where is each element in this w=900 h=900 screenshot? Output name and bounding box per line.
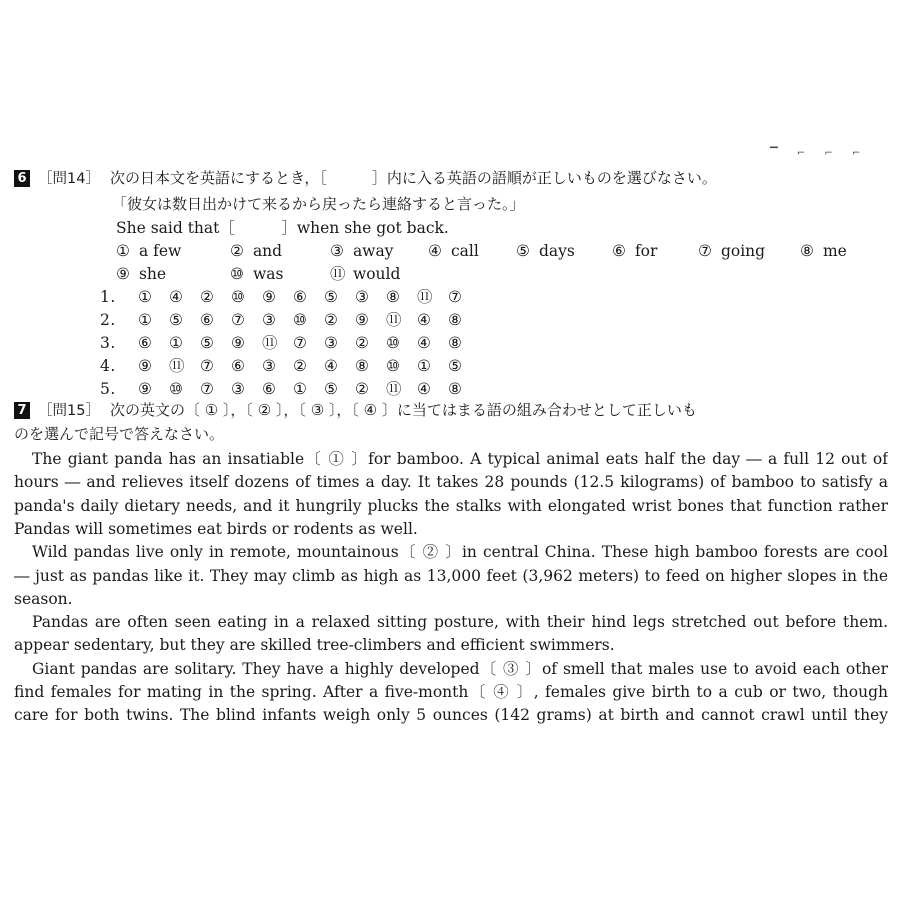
answer-choice-number: ⑥ bbox=[138, 334, 153, 352]
answer-choice-number: ② bbox=[324, 311, 339, 329]
passage-line: The giant panda has an insatiable〔 ① 〕for bamboo. A typical animal eats half the day ― a full 12 out of bbox=[32, 450, 888, 468]
answer-choice-number: ③ bbox=[231, 380, 246, 398]
answer-choice-number: ⑪ bbox=[262, 334, 279, 352]
answer-choice-number: ⑪ bbox=[386, 380, 403, 398]
q6-option: ⑨ she bbox=[116, 265, 167, 283]
answer-choice-number: ② bbox=[355, 334, 370, 352]
answer-choice-label: 4. bbox=[100, 357, 116, 375]
answer-choice-number: ⑥ bbox=[293, 288, 308, 306]
answer-choice-number: ⑧ bbox=[448, 334, 463, 352]
cropped-header-fragment: ▔ ⌐ ⌐ ⌐ bbox=[770, 148, 869, 159]
answer-choice-label: 1. bbox=[100, 288, 116, 306]
q7-instruction-line2: のを選んで記号で答えなさい。 bbox=[14, 425, 225, 443]
answer-choice-number: ⑪ bbox=[417, 288, 434, 306]
q6-english-sentence: She said that［ ］when she got back. bbox=[116, 219, 449, 237]
q6-option: ⑩ was bbox=[230, 265, 284, 283]
answer-choice-number: ② bbox=[355, 380, 370, 398]
answer-choice-row bbox=[100, 310, 479, 330]
q7-badge: 7 bbox=[14, 402, 30, 419]
answer-choice-number: ① bbox=[293, 380, 308, 398]
answer-choice-label: 3. bbox=[100, 334, 116, 352]
answer-choice-number: ⑧ bbox=[355, 357, 370, 375]
answer-choice-number: ⑦ bbox=[293, 334, 308, 352]
passage-line: care for both twins. The blind infants weigh only 5 ounces (142 grams) at birth and cannot crawl until they bbox=[14, 706, 888, 725]
answer-choice-number: ⑨ bbox=[231, 334, 246, 352]
passage-line: appear sedentary, but they are skilled tree-climbers and efficient swimmers. bbox=[14, 636, 615, 655]
q6-option: ④ call bbox=[428, 242, 479, 260]
q6-instruction: 次の日本文を英語にするとき，［ ］内に入る英語の語順が正しいものを選びなさい。 bbox=[109, 169, 717, 187]
answer-choice-number: ⑩ bbox=[231, 288, 246, 306]
q7-header bbox=[14, 400, 697, 421]
q6-japanese-sentence: 「彼女は数日出かけて来るから戻ったら連絡すると言った。」 bbox=[112, 195, 525, 213]
answer-choice-number: ⑦ bbox=[200, 357, 215, 375]
answer-choice-number: ⑦ bbox=[448, 288, 463, 306]
q6-option: ③ away bbox=[330, 242, 394, 260]
answer-choice-number: ⑨ bbox=[355, 311, 370, 329]
answer-choice-label: 2. bbox=[100, 311, 116, 329]
q6-option: ⑥ for bbox=[612, 242, 658, 260]
answer-choice-number: ① bbox=[417, 357, 432, 375]
answer-choice-number: ⑥ bbox=[262, 380, 277, 398]
passage-line: Pandas will sometimes eat birds or rodents as well. bbox=[14, 519, 418, 538]
q6-option: ① a few bbox=[116, 242, 182, 260]
q6-badge: 6 bbox=[14, 170, 30, 187]
answer-choice-number: ⑩ bbox=[293, 311, 308, 329]
q7-label: ［問15］ bbox=[38, 403, 100, 419]
q6-option: ⑧ me bbox=[800, 242, 847, 260]
passage-line: Wild pandas live only in remote, mountainous〔 ② 〕in central China. These high bamboo forests are cool bbox=[32, 543, 888, 562]
answer-choice-number: ② bbox=[293, 357, 308, 375]
answer-choice-number: ⑧ bbox=[448, 311, 463, 329]
answer-choice-number: ⑥ bbox=[231, 357, 246, 375]
answer-choice-label: 5. bbox=[100, 380, 116, 398]
q6-header bbox=[14, 168, 717, 189]
answer-choice-row bbox=[100, 333, 479, 353]
answer-choice-number: ⑧ bbox=[386, 288, 401, 306]
answer-choice-number: ⑤ bbox=[324, 380, 339, 398]
answer-choice-number: ⑧ bbox=[448, 380, 463, 398]
answer-choice-number: ⑨ bbox=[138, 357, 153, 375]
passage-line: panda's daily dietary needs, and it hungrily plucks the stalks with elongated wrist bones that function rather bbox=[14, 496, 888, 515]
passage-line: ― just as pandas like it. They may climb as high as 13,000 feet (3,962 meters) to feed on higher slopes in the bbox=[14, 566, 888, 585]
answer-choice-number: ④ bbox=[324, 357, 339, 375]
answer-choice-number: ⑨ bbox=[262, 288, 277, 306]
passage-line: Giant pandas are solitary. They have a highly developed〔 ③ 〕of smell that males use to avoid each other bbox=[32, 659, 888, 678]
answer-choice-number: ③ bbox=[355, 288, 370, 306]
answer-choice-number: ⑤ bbox=[200, 334, 215, 352]
answer-choice-number: ② bbox=[200, 288, 215, 306]
answer-choice-row bbox=[100, 356, 479, 376]
q6-option: ⑦ going bbox=[698, 242, 766, 260]
answer-choice-number: ⑩ bbox=[386, 334, 401, 352]
q6-label: ［問14］ bbox=[38, 171, 100, 187]
answer-choice-number: ⑩ bbox=[386, 357, 401, 375]
q6-option: ⑪ would bbox=[330, 265, 401, 283]
answer-choice-number: ⑤ bbox=[324, 288, 339, 306]
passage-line: find females for mating in the spring. After a five-month〔 ④ 〕, females give birth to a cub or two, though bbox=[14, 683, 888, 701]
q6-option: ⑤ days bbox=[516, 242, 575, 260]
answer-choice-number: ③ bbox=[262, 311, 277, 329]
answer-choice-number: ⑤ bbox=[448, 357, 463, 375]
answer-choice-number: ⑤ bbox=[169, 311, 184, 329]
q7-instruction-line1: 次の英文の〔 ① 〕，〔 ② 〕，〔 ③ 〕，〔 ④ 〕に当てはまる語の組み合わせとして正しいも bbox=[109, 401, 697, 419]
answer-choice-number: ⑥ bbox=[200, 311, 215, 329]
answer-choice-number: ④ bbox=[417, 311, 432, 329]
q6-option: ② and bbox=[230, 242, 283, 260]
answer-choice-number: ④ bbox=[417, 380, 432, 398]
answer-choice-number: ① bbox=[169, 334, 184, 352]
answer-choice-number: ④ bbox=[417, 334, 432, 352]
answer-choice-number: ⑦ bbox=[200, 380, 215, 398]
answer-choice-number: ③ bbox=[324, 334, 339, 352]
answer-choice-number: ① bbox=[138, 288, 153, 306]
answer-choice-number: ⑨ bbox=[138, 380, 153, 398]
passage-line: season. bbox=[14, 589, 73, 608]
answer-choice-number: ⑪ bbox=[169, 357, 186, 375]
answer-choice-number: ③ bbox=[262, 357, 277, 375]
answer-choice-number: ⑪ bbox=[386, 311, 403, 329]
answer-choice-row bbox=[100, 287, 479, 307]
answer-choice-number: ⑩ bbox=[169, 380, 184, 398]
answer-choice-number: ④ bbox=[169, 288, 184, 306]
answer-choice-number: ① bbox=[138, 311, 153, 329]
answer-choice-row bbox=[100, 379, 479, 399]
passage-line: Pandas are often seen eating in a relaxed sitting posture, with their hind legs stretched out before them. bbox=[32, 613, 888, 632]
passage-line: hours ― and relieves itself dozens of times a day. It takes 28 pounds (12.5 kilograms) of bamboo to satisfy a bbox=[14, 473, 888, 492]
answer-choice-number: ⑦ bbox=[231, 311, 246, 329]
